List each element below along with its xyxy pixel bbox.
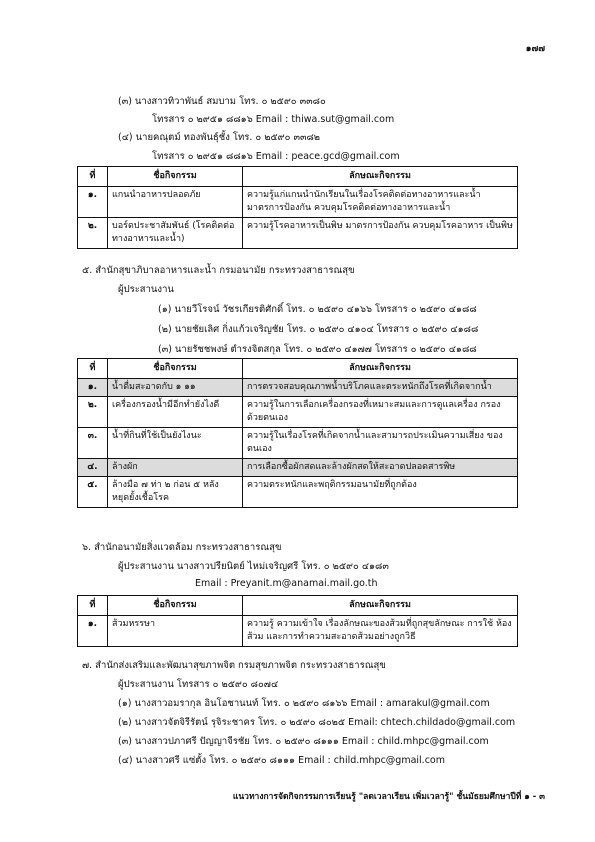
column-header-no: ที่ xyxy=(78,359,108,379)
activity-description: ความรู้ในการเลือกเครื่องกรองที่เหมาะสมและการดูแลเครื่อง กรองด้วยตนเอง xyxy=(243,397,518,428)
column-header-description: ลักษณะกิจกรรม xyxy=(243,167,518,187)
column-header-name: ชื่อกิจกรรม xyxy=(108,596,243,616)
table-row xyxy=(78,616,518,647)
coordinator-line: ผู้ประสานงาน นางสาวปรียนิตย์ ไหม่เจริญศรี โทร. ๐ ๒๕๙๐ ๔๑๘๓ xyxy=(118,561,389,572)
table-row xyxy=(78,379,518,397)
activity-name: ส้วมหรรษา xyxy=(108,616,243,647)
column-header-description: ลักษณะกิจกรรม xyxy=(243,359,518,379)
activity-name: ล้างมือ ๗ ท่า ๒ ก่อน ๕ หลัง หยุดยั้งเชื้อโรค xyxy=(108,477,243,508)
activity-description: ความรู้แก่แกนนำนักเรียนในเรื่องโรคติดต่อทางอาหารและน้ำ มาตรการป้องกัน ควบคุมโรคติดต่อทางอาหารและน้ำ xyxy=(243,187,518,218)
table-row xyxy=(78,477,518,508)
contact-line: (๔) นายคณุตม์ ทองพันธุ์ชั้ง โทร. ๐ ๒๕๙๐ ๓๓๘๒ xyxy=(118,132,321,143)
coordinator-line: ผู้ประสานงาน โทรสาร ๐ ๒๕๙๐ ๘๐๗๔ xyxy=(118,679,279,690)
section-heading: ๗. สำนักส่งเสริมและพัฒนาสุขภาพจิต กรมสุขภาพจิต กระทรวงสาธารณสุข xyxy=(82,660,386,671)
activity-name: ล้างผัก xyxy=(108,459,243,477)
table-header-row xyxy=(78,167,518,187)
contact-line: (๑) นางสาวอมรากุล อินโอชานนท์ โทร. ๐ ๒๕๙๐ ๘๑๖๖ Email : amarakul@gmail.com xyxy=(118,698,490,709)
activity-description: ความรู้โรคอาหารเป็นพิษ มาตรการป้องกัน ควบคุมโรคอาหาร เป็นพิษ xyxy=(243,218,518,249)
contact-line: (๑) นายวีโรจน์ วัชรเกียรติศักดิ์ โทร. ๐ ๒๕๙๐ ๔๑๖๖ โทรสาร ๐ ๒๕๙๐ ๔๑๘๘ xyxy=(158,304,477,315)
row-number: ๔. xyxy=(78,459,108,477)
column-header-description: ลักษณะกิจกรรม xyxy=(243,596,518,616)
contact-line: โทรสาร ๐ ๒๙๕๑ ๘๘๑๖ Email : peace.gcd@gmail.com xyxy=(152,151,400,162)
column-header-no: ที่ xyxy=(78,167,108,187)
activity-table xyxy=(77,358,518,508)
row-number: ๒. xyxy=(78,397,108,428)
email-line: Email : Preyanit.m@anamai.mail.go.th xyxy=(195,578,378,589)
page-number: ๑๗๗ xyxy=(525,44,545,54)
activity-description: การตรวจสอบคุณภาพน้ำบริโภคและตระหนักถึงโรคที่เกิดจากน้ำ xyxy=(243,379,518,397)
table-header-row xyxy=(78,596,518,616)
contact-line: โทรสาร ๐ ๒๙๕๑ ๘๘๑๖ Email : thiwa.sut@gmail.com xyxy=(152,114,395,125)
row-number: ๓. xyxy=(78,428,108,459)
row-number: ๑. xyxy=(78,616,108,647)
activity-name: น้ำดื่มสะอาดกับ ๑ ๑๑ xyxy=(108,379,243,397)
row-number: ๑. xyxy=(78,379,108,397)
activity-description: การเลือกซื้อผักสดและล้างผักสดให้สะอาดปลอดสารพิษ xyxy=(243,459,518,477)
activity-description: ความรู้ ความเข้าใจ เรื่องลักษณะของส้วมที่ถูกสุขลักษณะ การใช้ ห้องส้วม และการทำความสะอาดส้วมอย่างถูกวิธี xyxy=(243,616,518,647)
activity-table xyxy=(77,595,518,647)
table-header-row xyxy=(78,359,518,379)
table-row xyxy=(78,218,518,249)
column-header-name: ชื่อกิจกรรม xyxy=(108,359,243,379)
row-number: ๕. xyxy=(78,477,108,508)
contact-line: (๓) นายรัชชพงษ์ ตำรงจิตสกุล โทร. ๐ ๒๕๙๐ ๔๑๗๗ โทรสาร ๐ ๒๕๙๐ ๔๑๘๘ xyxy=(158,344,477,355)
table-row xyxy=(78,459,518,477)
activity-description: ความรู้ในเรื่องโรคที่เกิดจากน้ำและสามารถประเมินความเสี่ยง ของตนเอง xyxy=(243,428,518,459)
column-header-name: ชื่อกิจกรรม xyxy=(108,167,243,187)
row-number: ๒. xyxy=(78,218,108,249)
activity-table xyxy=(77,166,518,249)
activity-name: แกนนำอาหารปลอดภัย xyxy=(108,187,243,218)
table-row xyxy=(78,428,518,459)
contact-line: (๒) นางสาวจัตจิรีรัตน์ รุจิระชาคร โทร. ๐ ๒๕๙๐ ๘๐๒๕ Email: chtech.childado@gmail.com xyxy=(118,717,516,728)
table-row xyxy=(78,187,518,218)
activity-description: ความตระหนักและพฤติกรรมอนามัยที่ถูกต้อง xyxy=(243,477,518,508)
row-number: ๑. xyxy=(78,187,108,218)
contact-line: (๓) นางสาวทิวาพันธ์ สมบาม โทร. ๐ ๒๕๙๐ ๓๓๘๐ xyxy=(118,96,326,107)
section-heading: ๕. สำนักสุขาภิบาลอาหารและน้ำ กรมอนามัย กระทรวงสาธารณสุข xyxy=(82,265,355,276)
activity-name: บอร์ดประชาสัมพันธ์ (โรคติดต่อทางอาหารและน้ำ) xyxy=(108,218,243,249)
section-heading: ๖. สำนักอนามัยสิ่งแวดล้อม กระทรวงสาธารณสุข xyxy=(82,542,282,553)
page-footer: แนวทางการจัดกิจกรรมการเรียนรู้ "ลดเวลาเรียน เพิ่มเวลารู้" ชั้นมัธยมศึกษาปีที่ ๑ - ๓ xyxy=(232,792,545,802)
contact-line: (๔) นางสาวศรี แซ่ตั้ง โทร. ๐ ๒๕๙๐ ๘๑๑๑ Email : child.mhpc@gmail.com xyxy=(118,755,445,766)
column-header-no: ที่ xyxy=(78,596,108,616)
activity-name: น้ำที่กินที่ใช้เป็นยังไงนะ xyxy=(108,428,243,459)
coordinator-label: ผู้ประสานงาน xyxy=(118,284,174,295)
activity-name: เครื่องกรองน้ำมีอีกทำยังไงดี xyxy=(108,397,243,428)
contact-line: (๒) นายชัยเลิศ กิ่งแก้วเจริญชัย โทร. ๐ ๒๕๙๐ ๔๑๐๔ โทรสาร ๐ ๒๕๙๐ ๔๑๘๘ xyxy=(158,324,479,335)
table-row xyxy=(78,397,518,428)
contact-line: (๓) นางสาวปภาศรี ปัญญาจีรชัย โทร. ๐ ๒๕๙๐ ๘๑๑๑ Email : child.mhpc@gmail.com xyxy=(118,736,489,747)
